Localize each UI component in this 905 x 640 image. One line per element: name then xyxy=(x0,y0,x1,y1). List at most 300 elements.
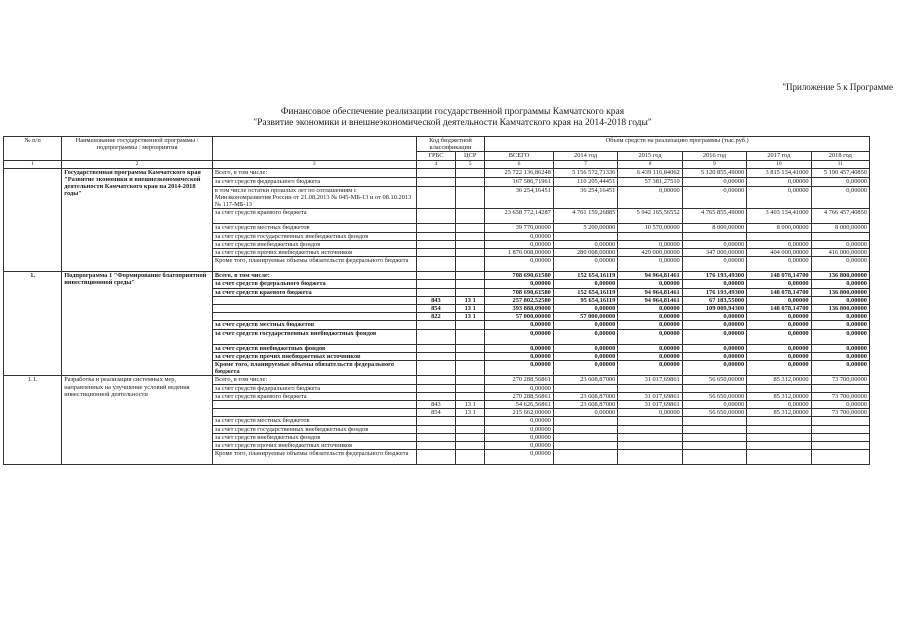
grbs-code xyxy=(416,392,456,400)
amount-cell: 0,00000 xyxy=(618,240,682,248)
header-2016: 2016 год xyxy=(682,152,746,161)
amount-cell: 0,00000 xyxy=(811,313,869,321)
amount-cell: 1 876 008,00000 xyxy=(485,249,554,257)
amount-cell: 136 800,00000 xyxy=(811,288,869,296)
amount-cell: 57 000,00000 xyxy=(485,313,554,321)
amount-cell: 0,00000 xyxy=(485,450,554,465)
table-row xyxy=(4,376,870,384)
col-num: 9 xyxy=(682,161,746,168)
amount-cell: 0,00000 xyxy=(618,280,682,288)
amount-cell: 0,00000 xyxy=(485,425,554,433)
title-line-2: "Развитие экономики и внешнеэкономической деятельности Камчатского края на 2014-2018 годы" xyxy=(253,118,652,128)
amount-cell: 94 964,81461 xyxy=(618,296,682,304)
csr-code: 13 1 xyxy=(456,409,485,417)
amount-cell: 0,00000 xyxy=(553,361,617,376)
amount-cell: 176 193,49300 xyxy=(682,288,746,296)
amount-cell xyxy=(618,442,682,450)
amount-cell xyxy=(553,433,617,441)
amount-cell: 57 000,00000 xyxy=(553,313,617,321)
amount-cell: 6 439 116,84062 xyxy=(618,168,682,177)
grbs-code xyxy=(416,249,456,257)
row-number xyxy=(4,168,62,271)
csr-code xyxy=(456,280,485,288)
csr-code xyxy=(456,450,485,465)
amount-cell: 3 403 134,41000 xyxy=(747,209,811,224)
grbs-code xyxy=(416,384,456,392)
amount-cell xyxy=(811,232,869,240)
amount-cell: 0,00000 xyxy=(553,344,617,352)
amount-cell: 23 608,87000 xyxy=(553,401,617,409)
amount-cell: 0,00000 xyxy=(811,177,869,186)
funding-source: за счет средств федерального бюджета xyxy=(212,177,416,186)
amount-cell: 0,00000 xyxy=(811,240,869,248)
amount-cell xyxy=(618,417,682,425)
amount-cell: 0,00000 xyxy=(485,417,554,425)
funding-source xyxy=(212,296,416,304)
funding-source: за счет средств государственных внебюджетных фондов xyxy=(212,232,416,240)
amount-cell: 5 120 855,49000 xyxy=(682,168,746,177)
csr-code xyxy=(456,232,485,240)
grbs-code: 822 xyxy=(416,313,456,321)
amount-cell xyxy=(682,384,746,392)
header-no: № п/п xyxy=(4,137,62,161)
amount-cell: 0,00000 xyxy=(811,257,869,272)
amount-cell: 23 638 772,14287 xyxy=(485,209,554,224)
funding-source: за счет средств местных бюджетов xyxy=(212,224,416,232)
csr-code xyxy=(456,272,485,280)
csr-code xyxy=(456,361,485,376)
finance-table xyxy=(3,136,870,465)
amount-cell: 0,00000 xyxy=(682,280,746,288)
amount-cell: 0,00000 xyxy=(747,257,811,272)
csr-code xyxy=(456,177,485,186)
funding-source: за счет средств краевого бюджета xyxy=(212,209,416,224)
funding-source: Всего, в том числе: xyxy=(212,376,416,384)
amount-cell: 8 000,00000 xyxy=(682,224,746,232)
amount-cell xyxy=(811,433,869,441)
csr-code xyxy=(456,321,485,329)
grbs-code xyxy=(416,329,456,344)
amount-cell: 0,00000 xyxy=(485,361,554,376)
amount-cell xyxy=(618,232,682,240)
amount-cell: 5 942 165,56552 xyxy=(618,209,682,224)
amount-cell: 31 017,69861 xyxy=(618,376,682,384)
csr-code xyxy=(456,224,485,232)
amount-cell: 416 000,00000 xyxy=(811,249,869,257)
amount-cell: 136 800,00000 xyxy=(811,305,869,313)
col-num: 7 xyxy=(553,161,617,168)
amount-cell: 31 017,69861 xyxy=(618,401,682,409)
amount-cell: 0,00000 xyxy=(682,313,746,321)
csr-code: 13 1 xyxy=(456,401,485,409)
grbs-code xyxy=(416,433,456,441)
amount-cell: 0,00000 xyxy=(553,280,617,288)
amount-cell: 0,00000 xyxy=(485,352,554,360)
funding-source xyxy=(212,313,416,321)
amount-cell: 54 626,56861 xyxy=(485,401,554,409)
grbs-code xyxy=(416,361,456,376)
amount-cell: 0,00000 xyxy=(747,177,811,186)
funding-source: в том числе остатки прошлых лет по соглашениям с Минэкономразвития России от 21.08.2013 № 045-МБ-13 и от 08.10.2013 № 117-МБ-13 xyxy=(212,186,416,209)
amount-cell: 0,00000 xyxy=(682,186,746,209)
appendix-note: "Приложение 5 к Программе xyxy=(782,82,893,92)
amount-cell: 0,00000 xyxy=(747,344,811,352)
amount-cell: 404 000,00000 xyxy=(747,249,811,257)
program-name: Разработка и реализация системных мер, направленных на улучшение условий ведения инвестиционной деятельности xyxy=(62,376,213,465)
amount-cell: 0,00000 xyxy=(485,433,554,441)
amount-cell: 0,00000 xyxy=(485,240,554,248)
amount-cell: 85 312,00000 xyxy=(747,376,811,384)
amount-cell: 5 156 572,71336 xyxy=(553,168,617,177)
header-2017: 2017 год xyxy=(747,152,811,161)
grbs-code xyxy=(416,417,456,425)
amount-cell: 0,00000 xyxy=(553,240,617,248)
amount-cell: 0,00000 xyxy=(682,401,746,409)
amount-cell: 0,00000 xyxy=(618,305,682,313)
amount-cell xyxy=(747,442,811,450)
amount-cell xyxy=(618,384,682,392)
amount-cell: 0,00000 xyxy=(811,329,869,344)
grbs-code xyxy=(416,177,456,186)
amount-cell: 0,00000 xyxy=(682,329,746,344)
amount-cell: 36 254,16451 xyxy=(485,186,554,209)
amount-cell: 0,00000 xyxy=(618,352,682,360)
amount-cell xyxy=(553,384,617,392)
csr-code xyxy=(456,442,485,450)
grbs-code xyxy=(416,272,456,280)
amount-cell: 0,00000 xyxy=(485,232,554,240)
csr-code xyxy=(456,257,485,272)
amount-cell: 0,00000 xyxy=(747,352,811,360)
amount-cell: 94 964,81461 xyxy=(618,272,682,280)
amount-cell xyxy=(747,425,811,433)
amount-cell: 0,00000 xyxy=(618,186,682,209)
amount-cell: 0,00000 xyxy=(747,313,811,321)
amount-cell: 73 700,00000 xyxy=(811,392,869,400)
col-num: 1 xyxy=(4,161,62,168)
funding-source: за счет средств государственных внебюджетных фондов xyxy=(212,425,416,433)
amount-cell xyxy=(811,442,869,450)
grbs-code: 843 xyxy=(416,401,456,409)
funding-source xyxy=(212,401,416,409)
funding-source: за счет средств федерального бюджета xyxy=(212,384,416,392)
grbs-code xyxy=(416,224,456,232)
amount-cell: 0,00000 xyxy=(682,352,746,360)
grbs-code xyxy=(416,376,456,384)
amount-cell: 0,00000 xyxy=(811,361,869,376)
amount-cell: 31 017,69861 xyxy=(618,392,682,400)
amount-cell: 0,00000 xyxy=(747,401,811,409)
amount-cell: 10 570,00000 xyxy=(618,224,682,232)
amount-cell: 270 288,56861 xyxy=(485,376,554,384)
amount-cell xyxy=(747,450,811,465)
csr-code xyxy=(456,329,485,344)
amount-cell: 0,00000 xyxy=(553,257,617,272)
amount-cell: 0,00000 xyxy=(553,321,617,329)
amount-cell: 0,00000 xyxy=(485,280,554,288)
funding-source: за счет средств краевого бюджета xyxy=(212,288,416,296)
program-name: Подпрограмма 1 "Формирование благоприятной инвестиционной среды" xyxy=(62,272,213,376)
amount-cell: 0,00000 xyxy=(811,296,869,304)
csr-code xyxy=(456,384,485,392)
header-desc-blank xyxy=(212,137,416,161)
amount-cell: 109 009,94300 xyxy=(682,305,746,313)
amount-cell xyxy=(618,433,682,441)
amount-cell: 0,00000 xyxy=(747,296,811,304)
col-num: 2 xyxy=(62,161,213,168)
amount-cell xyxy=(682,442,746,450)
amount-cell xyxy=(618,425,682,433)
funding-source: за счет средств прочих внебюджетных источников xyxy=(212,442,416,450)
funding-source: за счет средств местных бюджетов xyxy=(212,321,416,329)
amount-cell: 0,00000 xyxy=(618,344,682,352)
amount-cell: 56 650,00000 xyxy=(682,392,746,400)
header-2015: 2015 год xyxy=(618,152,682,161)
amount-cell: 0,00000 xyxy=(747,186,811,209)
amount-cell xyxy=(811,425,869,433)
csr-code xyxy=(456,240,485,248)
csr-code: 13 1 xyxy=(456,313,485,321)
amount-cell: 0,00000 xyxy=(618,321,682,329)
amount-cell: 4 765 855,49000 xyxy=(682,209,746,224)
csr-code xyxy=(456,249,485,257)
amount-cell xyxy=(747,232,811,240)
amount-cell: 215 662,00000 xyxy=(485,409,554,417)
amount-cell: 39 770,00000 xyxy=(485,224,554,232)
amount-cell: 0,00000 xyxy=(682,344,746,352)
amount-cell: 0,00000 xyxy=(747,361,811,376)
amount-cell: 0,00000 xyxy=(553,305,617,313)
amount-cell: 0,00000 xyxy=(618,329,682,344)
grbs-code xyxy=(416,450,456,465)
amount-cell xyxy=(682,433,746,441)
row-number: 1.1. xyxy=(4,376,62,465)
csr-code xyxy=(456,352,485,360)
amount-cell: 270 288,56861 xyxy=(485,392,554,400)
amount-cell: 3 815 134,41000 xyxy=(747,168,811,177)
title-line-1: Финансовое обеспечение реализации государственной программы Камчатского края xyxy=(280,107,625,117)
amount-cell: 8 000,00000 xyxy=(811,224,869,232)
amount-cell xyxy=(553,425,617,433)
amount-cell: 57 381,27510 xyxy=(618,177,682,186)
amount-cell: 257 802,52580 xyxy=(485,296,554,304)
grbs-code xyxy=(416,442,456,450)
amount-cell: 0,00000 xyxy=(682,257,746,272)
amount-cell: 0,00000 xyxy=(682,321,746,329)
funding-source: Всего, в том числе: xyxy=(212,272,416,280)
grbs-code: 843 xyxy=(416,296,456,304)
amount-cell: 708 690,61580 xyxy=(485,288,554,296)
row-number: 1. xyxy=(4,272,62,376)
header-volume: Объем средств на реализацию программы (тыс.руб.) xyxy=(485,137,870,152)
funding-source: за счет средств федерального бюджета xyxy=(212,280,416,288)
amount-cell: 4 761 159,26885 xyxy=(553,209,617,224)
amount-cell: 0,00000 xyxy=(553,329,617,344)
funding-source: за счет средств краевого бюджета xyxy=(212,392,416,400)
amount-cell: 0,00000 xyxy=(811,401,869,409)
amount-cell: 23 608,87000 xyxy=(553,392,617,400)
col-num: 10 xyxy=(747,161,811,168)
amount-cell: 8 000,00000 xyxy=(747,224,811,232)
col-num: 6 xyxy=(485,161,554,168)
amount-cell: 708 690,61580 xyxy=(485,272,554,280)
amount-cell: 85 312,00000 xyxy=(747,409,811,417)
col-num: 8 xyxy=(618,161,682,168)
grbs-code xyxy=(416,280,456,288)
amount-cell: 0,00000 xyxy=(811,344,869,352)
funding-source xyxy=(212,305,416,313)
csr-code xyxy=(456,168,485,177)
header-total: ВСЕГО xyxy=(485,152,554,161)
amount-cell xyxy=(553,417,617,425)
funding-source xyxy=(212,409,416,417)
amount-cell xyxy=(811,384,869,392)
funding-source: Кроме того, планируемые объемы обязательств федерального бюджета xyxy=(212,361,416,376)
csr-code xyxy=(456,376,485,384)
amount-cell xyxy=(747,417,811,425)
amount-cell: 0,00000 xyxy=(682,361,746,376)
amount-cell: 4 766 457,40850 xyxy=(811,209,869,224)
amount-cell: 148 078,14700 xyxy=(747,305,811,313)
amount-cell: 36 254,16451 xyxy=(553,186,617,209)
col-num: 11 xyxy=(811,161,869,168)
csr-code xyxy=(456,344,485,352)
amount-cell: 0,00000 xyxy=(618,313,682,321)
grbs-code xyxy=(416,186,456,209)
amount-cell: 0,00000 xyxy=(485,321,554,329)
grbs-code xyxy=(416,240,456,248)
amount-cell: 0,00000 xyxy=(485,257,554,272)
amount-cell: 148 078,14700 xyxy=(747,288,811,296)
amount-cell: 56 650,00000 xyxy=(682,376,746,384)
amount-cell: 167 586,71961 xyxy=(485,177,554,186)
amount-cell: 25 722 136,86248 xyxy=(485,168,554,177)
amount-cell: 0,00000 xyxy=(811,352,869,360)
amount-cell: 0,00000 xyxy=(553,352,617,360)
grbs-code xyxy=(416,168,456,177)
amount-cell: 148 078,14700 xyxy=(747,272,811,280)
csr-code: 13 1 xyxy=(456,296,485,304)
amount-cell xyxy=(747,433,811,441)
amount-cell xyxy=(682,232,746,240)
amount-cell: 67 183,55000 xyxy=(682,296,746,304)
amount-cell: 0,00000 xyxy=(811,280,869,288)
grbs-code xyxy=(416,425,456,433)
amount-cell: 0,00000 xyxy=(485,329,554,344)
document-title xyxy=(0,107,905,129)
amount-cell: 0,00000 xyxy=(811,321,869,329)
csr-code: 13 1 xyxy=(456,305,485,313)
col-num: 5 xyxy=(456,161,485,168)
csr-code xyxy=(456,209,485,224)
col-num: 3 xyxy=(212,161,416,168)
header-2014: 2014 год xyxy=(553,152,617,161)
amount-cell: 429 000,00000 xyxy=(618,249,682,257)
csr-code xyxy=(456,288,485,296)
amount-cell xyxy=(618,450,682,465)
funding-source: Кроме того, планируемые объемы обязательств федерального бюджета xyxy=(212,257,416,272)
amount-cell: 0,00000 xyxy=(618,257,682,272)
grbs-code xyxy=(416,209,456,224)
amount-cell: 5 200,00000 xyxy=(553,224,617,232)
amount-cell: 94 964,81461 xyxy=(618,288,682,296)
header-name: Наименование государственной программы / подпрограммы / мероприятия xyxy=(62,137,213,161)
amount-cell: 393 888,09000 xyxy=(485,305,554,313)
header-csr: ЦСР xyxy=(456,152,485,161)
amount-cell: 95 654,16119 xyxy=(553,296,617,304)
amount-cell xyxy=(553,442,617,450)
funding-source: Кроме того, планируемые объемы обязательств федерального бюджета xyxy=(212,450,416,465)
amount-cell: 0,00000 xyxy=(618,409,682,417)
funding-source: за счет средств государственных внебюджетных фондов xyxy=(212,329,416,344)
funding-source: за счет средств местных бюджетов xyxy=(212,417,416,425)
col-num: 4 xyxy=(416,161,456,168)
csr-code xyxy=(456,392,485,400)
grbs-code xyxy=(416,352,456,360)
amount-cell xyxy=(682,450,746,465)
amount-cell: 23 608,87000 xyxy=(553,376,617,384)
column-number-row xyxy=(4,161,870,168)
amount-cell xyxy=(682,425,746,433)
amount-cell: 0,00000 xyxy=(747,280,811,288)
table-row xyxy=(4,168,870,177)
amount-cell: 0,00000 xyxy=(811,186,869,209)
funding-source: за счет средств внебюджетных фондов xyxy=(212,344,416,352)
grbs-code xyxy=(416,257,456,272)
grbs-code xyxy=(416,344,456,352)
amount-cell xyxy=(747,384,811,392)
amount-cell: 0,00000 xyxy=(747,329,811,344)
amount-cell: 152 654,16119 xyxy=(553,272,617,280)
amount-cell: 0,00000 xyxy=(682,177,746,186)
header-2018: 2018 год xyxy=(811,152,869,161)
amount-cell: 176 193,49300 xyxy=(682,272,746,280)
amount-cell: 0,00000 xyxy=(485,344,554,352)
amount-cell: 5 190 457,40850 xyxy=(811,168,869,177)
csr-code xyxy=(456,417,485,425)
header-grbs: ГРБС xyxy=(416,152,456,161)
amount-cell: 152 654,16119 xyxy=(553,288,617,296)
funding-source: за счет средств внебюджетных фондов xyxy=(212,433,416,441)
grbs-code xyxy=(416,288,456,296)
funding-source: Всего, в том числе: xyxy=(212,168,416,177)
amount-cell: 73 700,00000 xyxy=(811,409,869,417)
amount-cell xyxy=(811,417,869,425)
amount-cell: 0,00000 xyxy=(485,384,554,392)
amount-cell: 0,00000 xyxy=(553,409,617,417)
amount-cell: 0,00000 xyxy=(747,240,811,248)
amount-cell: 347 000,00000 xyxy=(682,249,746,257)
table-row xyxy=(4,272,870,280)
csr-code xyxy=(456,425,485,433)
amount-cell: 136 800,00000 xyxy=(811,272,869,280)
amount-cell: 0,00000 xyxy=(682,240,746,248)
amount-cell: 110 205,44451 xyxy=(553,177,617,186)
csr-code xyxy=(456,186,485,209)
funding-source: за счет средств прочих внебюджетных источников xyxy=(212,249,416,257)
amount-cell xyxy=(553,232,617,240)
amount-cell: 0,00000 xyxy=(485,442,554,450)
header-code: Код бюджетной классификации xyxy=(416,137,485,152)
amount-cell: 56 650,00000 xyxy=(682,409,746,417)
amount-cell xyxy=(682,417,746,425)
csr-code xyxy=(456,433,485,441)
amount-cell: 280 008,00000 xyxy=(553,249,617,257)
program-name: Государственная программа Камчатского края "Развитие экономики и внешнеэкономической деятельности Камчатского края на 2014-2018 годы" xyxy=(62,168,213,271)
grbs-code xyxy=(416,232,456,240)
amount-cell: 0,00000 xyxy=(747,321,811,329)
amount-cell xyxy=(811,450,869,465)
